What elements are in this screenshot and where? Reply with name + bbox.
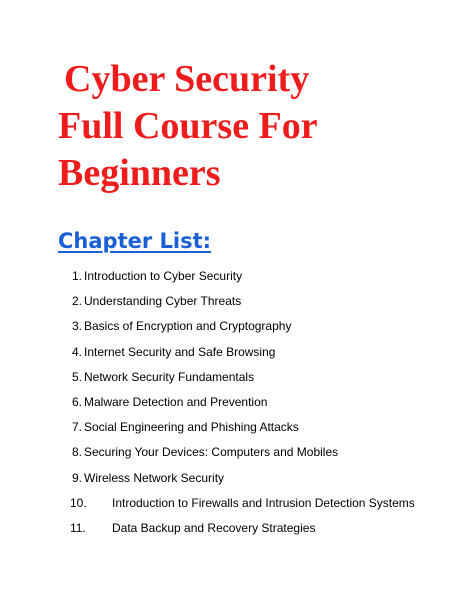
- chapter-item: [0, 291, 474, 316]
- chapter-item: [0, 342, 474, 367]
- chapter-number: 4.: [72, 344, 83, 359]
- chapter-title: Wireless Network Security: [84, 470, 225, 485]
- title-line-3: Beginners: [58, 152, 221, 194]
- chapter-item: [0, 442, 474, 467]
- chapter-item: [0, 316, 474, 341]
- chapter-list: [0, 266, 474, 543]
- chapter-title: Network Security Fundamentals: [84, 369, 255, 384]
- chapter-number: 2.: [72, 294, 83, 309]
- chapter-title: Introduction to Cyber Security: [84, 269, 243, 283]
- chapter-number: 11.: [70, 520, 86, 535]
- chapter-title: Securing Your Devices: Computers and Mobiles: [84, 445, 339, 460]
- chapter-item: [0, 518, 474, 543]
- title-line-1: Cyber Security: [64, 58, 310, 100]
- chapter-item: [0, 367, 474, 392]
- chapter-title: Social Engineering and Phishing Attacks: [84, 420, 299, 435]
- chapter-title: Data Backup and Recovery Strategies: [112, 520, 316, 535]
- chapter-title: Introduction to Firewalls and Intrusion Detection Systems: [112, 495, 415, 510]
- chapter-item: [0, 392, 474, 417]
- course-title: [58, 56, 318, 197]
- chapter-item: [0, 493, 474, 518]
- chapter-number: 7.: [72, 420, 83, 435]
- chapter-number: 1.: [72, 269, 83, 283]
- chapter-number: 8.: [72, 445, 83, 460]
- chapter-item: [0, 417, 474, 442]
- chapter-title: Malware Detection and Prevention: [84, 394, 268, 409]
- chapter-title: Basics of Encryption and Cryptography: [84, 319, 292, 334]
- chapter-item: [0, 468, 474, 493]
- chapter-list-heading: Chapter List:: [58, 229, 212, 253]
- chapter-item: [0, 266, 474, 291]
- chapter-number: 6.: [72, 394, 83, 409]
- chapter-title: Internet Security and Safe Browsing: [84, 344, 276, 359]
- chapter-number: 9.: [72, 470, 83, 485]
- title-line-2: Full Course For: [58, 105, 318, 147]
- chapter-number: 5.: [72, 369, 83, 384]
- chapter-number: 10.: [70, 495, 87, 510]
- chapter-title: Understanding Cyber Threats: [84, 294, 242, 309]
- chapter-number: 3.: [72, 319, 83, 334]
